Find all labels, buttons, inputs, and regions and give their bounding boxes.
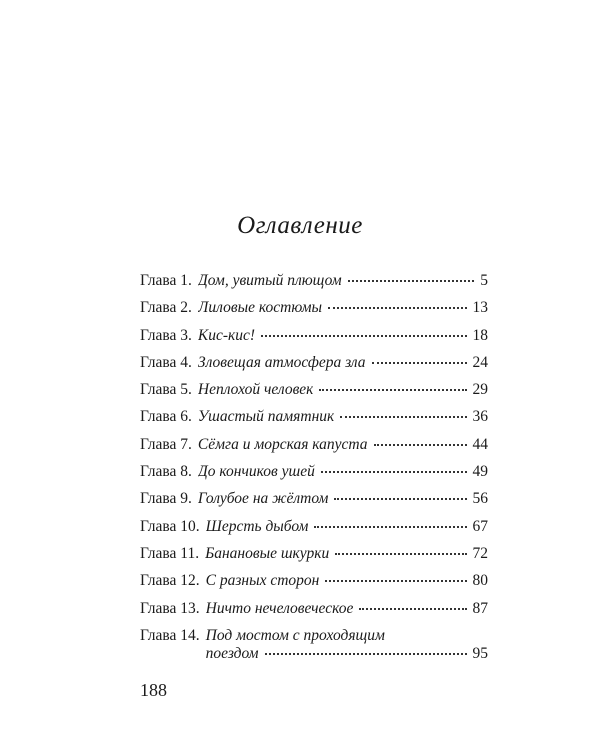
chapter-title: Ушастый памятник: [197, 408, 335, 426]
chapter-page-number: 95: [472, 644, 488, 662]
toc-entry-14: [140, 627, 488, 663]
dot-leader: [359, 608, 466, 610]
chapter-title-line2-row: [206, 645, 488, 663]
chapter-label: Глава 6.: [140, 408, 192, 426]
toc-entry-5: [140, 381, 488, 408]
chapter-title: Кис-кис!: [197, 326, 256, 344]
chapter-label: Глава 13.: [140, 599, 200, 617]
toc-entry-7: [140, 436, 488, 463]
chapter-label: Глава 3.: [140, 326, 192, 344]
chapter-title: Ничто нечеловеческое: [205, 599, 354, 617]
chapter-title: Банановые шкурки: [205, 544, 330, 562]
chapter-title: Шерсть дыбом: [205, 517, 309, 535]
chapter-label: Глава 7.: [140, 435, 192, 453]
dot-leader: [265, 653, 467, 655]
chapter-title-line1: Под мостом с проходящим: [205, 626, 385, 644]
page-number: 188: [140, 680, 167, 700]
dot-leader: [319, 389, 466, 391]
chapter-page-number: 29: [472, 381, 488, 399]
chapter-page-number: 44: [472, 435, 488, 453]
toc-title: Оглавление: [237, 212, 363, 239]
toc-entry-13: [140, 600, 488, 627]
chapter-page-number: 18: [472, 326, 488, 344]
toc-entry-10: [140, 518, 488, 545]
chapter-title: Дом, увитый плющом: [197, 272, 342, 289]
chapter-title: Голубое на жёлтом: [197, 490, 329, 508]
chapter-label: Глава 14.: [140, 626, 200, 644]
toc-entry-1: [140, 272, 488, 299]
chapter-title: До кончиков ушей: [197, 463, 315, 481]
dot-leader: [334, 498, 466, 500]
dot-leader: [340, 416, 466, 418]
dot-leader: [374, 444, 467, 446]
dot-leader: [261, 335, 466, 337]
toc-entry-8: [140, 463, 488, 490]
chapter-page-number: 36: [472, 408, 488, 426]
dot-leader: [335, 553, 466, 555]
chapter-page-number: 13: [472, 299, 488, 317]
chapter-label: Глава 11.: [140, 544, 200, 562]
chapter-label: Глава 4.: [140, 353, 192, 371]
table-of-contents: [140, 272, 488, 663]
chapter-label: Глава 8.: [140, 463, 192, 481]
chapter-title-line2: поездом: [205, 644, 259, 662]
toc-entry-9: [140, 490, 488, 517]
chapter-label: Глава 5.: [140, 381, 192, 399]
toc-entry-6: [140, 408, 488, 435]
chapter-label: Глава 10.: [140, 517, 200, 535]
chapter-page-number: 49: [472, 463, 488, 481]
chapter-page-number: 87: [472, 599, 488, 617]
dot-leader: [325, 580, 466, 582]
dot-leader: [314, 526, 466, 528]
chapter-title: Сёмга и морская капуста: [197, 435, 368, 453]
toc-entry-12: [140, 572, 488, 599]
chapter-title-block: [206, 627, 488, 663]
chapter-page-number: 80: [472, 572, 488, 590]
chapter-title: Зловещая атмосфера зла: [197, 353, 366, 371]
dot-leader: [348, 280, 475, 282]
chapter-label: Глава 9.: [140, 490, 192, 508]
toc-entry-11: [140, 545, 488, 572]
toc-entry-4: [140, 354, 488, 381]
chapter-label: Глава 2.: [140, 299, 192, 317]
chapter-label: Глава 12.: [140, 572, 200, 590]
chapter-label: Глава 1.: [140, 272, 192, 289]
toc-entry-2: [140, 299, 488, 326]
chapter-page-number: 72: [472, 544, 488, 562]
chapter-page-number: 56: [472, 490, 488, 508]
chapter-title: Лиловые костюмы: [197, 299, 323, 317]
dot-leader: [321, 471, 467, 473]
dot-leader: [328, 307, 466, 309]
chapter-page-number: 24: [472, 353, 488, 371]
chapter-page-number: 67: [472, 517, 488, 535]
chapter-title: С разных сторон: [205, 572, 320, 590]
toc-entry-3: [140, 327, 488, 354]
dot-leader: [372, 362, 467, 364]
chapter-page-number: 5: [480, 272, 488, 289]
chapter-title: Неплохой человек: [197, 381, 314, 399]
